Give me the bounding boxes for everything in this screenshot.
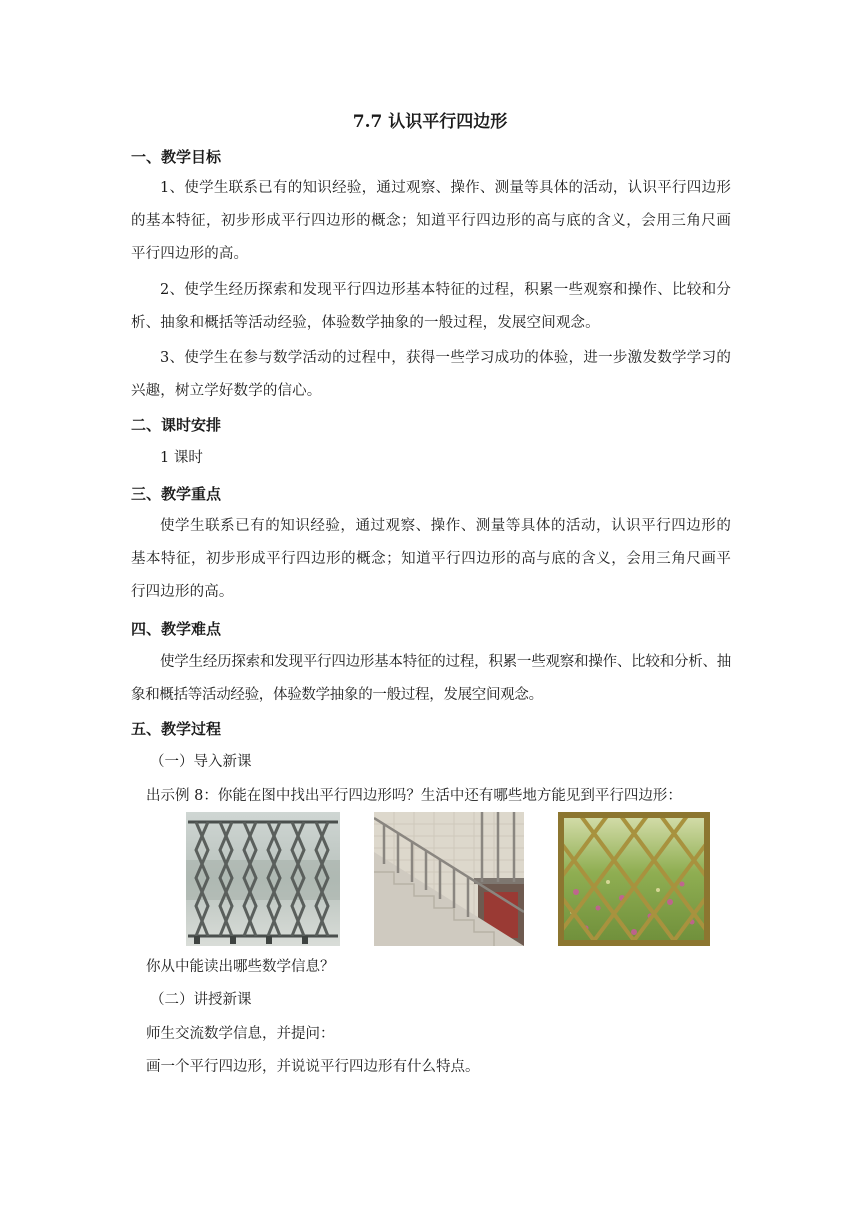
difficulties-text: 使学生经历探索和发现平行四边形基本特征的过程，积累一些观察和操作、比较和分析、抽象和概括等活动经验，体验数学抽象的一般过程，发展空间观念。: [131, 654, 731, 703]
example-photos: [186, 812, 710, 946]
heading-objectives: 一、教学目标: [131, 148, 222, 166]
example-8-text: 出示例 8：你能在图中找出平行四边形吗？生活中还有哪些地方能见到平行四边形：: [146, 788, 682, 804]
heading-difficulties: 四、教学难点: [131, 620, 222, 638]
keypoints-text: 使学生联系已有的知识经验，通过观察、操作、测量等具体的活动，认识平行四边形的基本特征，初步形成平行四边形的概念；知道平行四边形的高与底的含义，会用三角尺画平行四边形的高。: [131, 518, 731, 600]
folding-gate-photo: [186, 812, 340, 946]
question-text: 你从中能读出哪些数学信息？: [146, 959, 335, 975]
process-line-2: 画一个平行四边形，并说说平行四边形有什么特点。: [146, 1059, 480, 1075]
heading-schedule: 二、课时安排: [131, 416, 222, 434]
objective-1: 1、使学生联系已有的知识经验，通过观察、操作、测量等具体的活动，认识平行四边形的基本特征，初步形成平行四边形的概念；知道平行四边形的高与底的含义，会用三角尺画平行四边形的高。: [131, 180, 731, 262]
objective-3: 3、使学生在参与数学活动的过程中，获得一些学习成功的体验，进一步激发数学学习的兴趣，树立学好数学的信心。: [131, 350, 731, 399]
objective-2: 2、使学生经历探索和发现平行四边形基本特征的过程，积累一些观察和操作、比较和分析、抽象和概括等活动经验，体验数学抽象的一般过程，发展空间观念。: [131, 282, 731, 331]
subheading-new-lesson: （二）讲授新课: [150, 992, 252, 1008]
subheading-intro: （一）导入新课: [150, 754, 252, 770]
page-title: 7.7 认识平行四边形: [352, 112, 508, 132]
schedule-text: 1 课时: [160, 450, 203, 466]
heading-process: 五、教学过程: [131, 720, 222, 738]
heading-keypoints: 三、教学重点: [131, 485, 222, 503]
bamboo-lattice-fence-photo: [558, 812, 710, 946]
stair-railing-photo: [374, 812, 524, 946]
process-line-1: 师生交流数学信息，并提问：: [146, 1026, 335, 1042]
